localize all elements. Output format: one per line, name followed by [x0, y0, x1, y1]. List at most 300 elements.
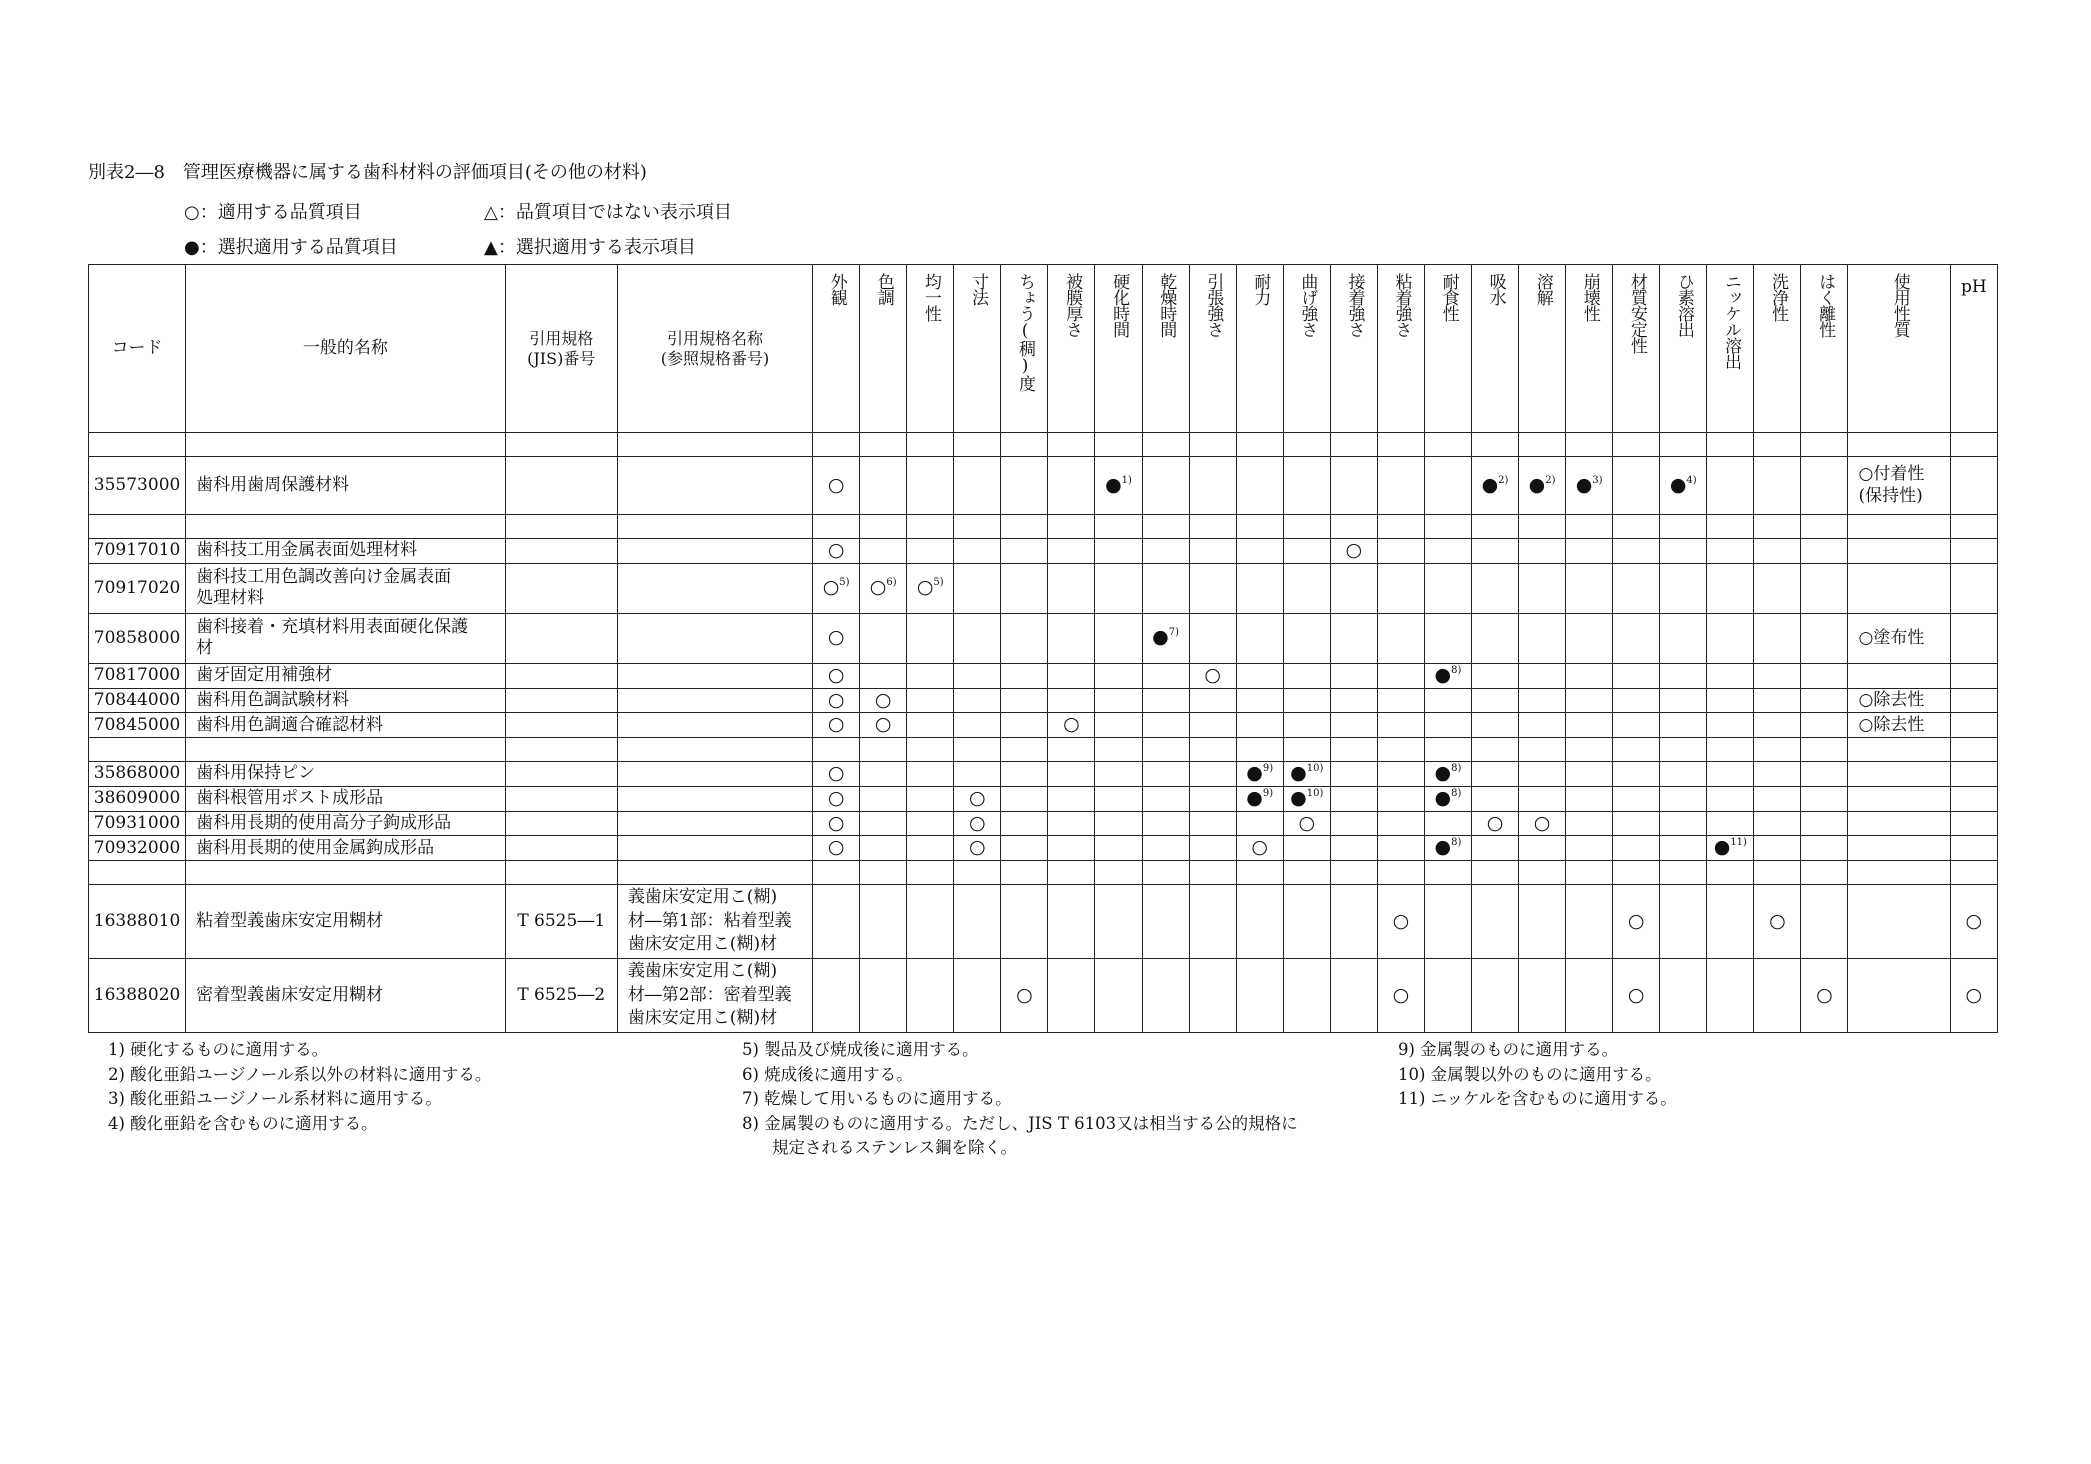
row-jis-no: T 6525―1 — [505, 885, 617, 959]
item-cell — [907, 713, 954, 738]
item-cell — [1236, 539, 1283, 564]
row-name — [186, 836, 506, 861]
spacer-cell — [813, 738, 860, 762]
spacer-cell — [1707, 861, 1754, 885]
item-cell — [1283, 811, 1330, 836]
row-usage — [1848, 539, 1950, 564]
row-ph — [1950, 688, 1997, 713]
spacer-cell — [1950, 738, 1997, 762]
row-ph — [1950, 663, 1997, 688]
row-jis-name — [617, 786, 812, 811]
item-cell — [1330, 613, 1377, 663]
item-cell — [1801, 885, 1848, 959]
header-jis-name-line: (参照規格番号) — [660, 348, 770, 368]
item-cell — [1471, 457, 1518, 515]
spacer-cell — [1283, 861, 1330, 885]
row-jis-no — [505, 836, 617, 861]
item-cell — [1519, 539, 1566, 564]
spacer-cell — [1471, 738, 1518, 762]
circle-mark: ○ — [827, 626, 845, 649]
spacer-cell — [1283, 515, 1330, 539]
circle-mark: ○ — [1816, 983, 1833, 1006]
item-cell — [1660, 613, 1707, 663]
spacer-cell — [186, 861, 506, 885]
header-item — [1566, 265, 1613, 433]
filled-circle-mark: ● — [1434, 786, 1452, 809]
item-cell — [1142, 885, 1189, 959]
circle-mark: ○ — [874, 713, 892, 736]
circle-mark: ○ — [827, 786, 845, 809]
footnote-ref: 11) — [1730, 837, 1747, 849]
row-usage — [1848, 885, 1950, 959]
circle-mark: ○ — [1627, 983, 1645, 1006]
item-cell — [1001, 688, 1048, 713]
item-cell — [954, 959, 1001, 1033]
item-cell — [860, 713, 907, 738]
item-cell — [1189, 663, 1236, 688]
filled-circle-mark: ● — [1713, 836, 1731, 859]
item-cell — [1801, 688, 1848, 713]
item-cell — [1095, 786, 1142, 811]
item-cell — [1142, 613, 1189, 663]
spacer-cell — [1236, 738, 1283, 762]
item-cell — [1142, 688, 1189, 713]
spacer-cell — [1613, 433, 1660, 457]
item-cell — [1566, 613, 1613, 663]
item-cell — [813, 762, 860, 787]
row-jis-name-line: 材―第1部：粘着型義 — [627, 910, 792, 931]
item-cell — [860, 663, 907, 688]
item-cell — [1566, 539, 1613, 564]
header-item — [1660, 265, 1707, 433]
item-cell — [1048, 688, 1095, 713]
header-item-label: はく離性 — [1815, 273, 1836, 337]
spacer-cell — [907, 433, 954, 457]
row-name-line: 歯科用保持ピン — [196, 763, 316, 784]
header-item-label: 吸水 — [1485, 273, 1506, 305]
spacer-cell — [1424, 861, 1471, 885]
spacer-cell — [1848, 738, 1950, 762]
item-cell — [907, 688, 954, 713]
row-name-line: 粘着型義歯床安定用糊材 — [196, 910, 384, 931]
spacer-cell — [89, 515, 186, 539]
spacer-cell — [1660, 433, 1707, 457]
item-cell — [1330, 563, 1377, 613]
footnote-ref: 6) — [886, 577, 897, 589]
item-cell — [954, 762, 1001, 787]
circle-mark: ○ — [827, 688, 845, 711]
item-cell — [1471, 811, 1518, 836]
circle-mark: ○ — [1965, 983, 1983, 1006]
row-usage — [1848, 563, 1950, 613]
item-cell — [1613, 762, 1660, 787]
row-jis-no — [505, 613, 617, 663]
row-name-line: 歯科用長期的使用金属鉤成形品 — [196, 837, 435, 858]
spacer-cell — [1236, 861, 1283, 885]
row-name-line: 材 — [196, 638, 214, 659]
item-cell — [1236, 836, 1283, 861]
item-cell — [1048, 836, 1095, 861]
item-cell — [813, 959, 860, 1033]
item-cell — [1142, 811, 1189, 836]
spacer-cell — [186, 738, 506, 762]
item-cell — [1189, 457, 1236, 515]
table-row — [89, 663, 1998, 688]
footnote: 2) 酸化亜鉛ユージノール系以外の材料に適用する。 — [108, 1064, 492, 1084]
item-cell — [907, 959, 954, 1033]
circle-mark: ○ — [1392, 983, 1410, 1006]
item-cell — [1424, 786, 1471, 811]
row-jis-name — [617, 811, 812, 836]
item-cell — [907, 836, 954, 861]
item-cell — [1801, 457, 1848, 515]
spacer-cell — [860, 738, 907, 762]
item-cell — [1754, 786, 1801, 811]
item-cell — [907, 762, 954, 787]
spacer-cell — [1801, 515, 1848, 539]
legend-filled-circle: ●：選択適用する品質項目 — [184, 237, 398, 258]
item-cell — [1613, 663, 1660, 688]
filled-circle-mark: ● — [1528, 473, 1546, 496]
item-cell — [1754, 613, 1801, 663]
row-jis-name — [617, 959, 812, 1033]
row-jis-no — [505, 786, 617, 811]
spacer-cell — [1001, 861, 1048, 885]
spacer-cell — [505, 861, 617, 885]
header-item-label: 均一性 — [920, 273, 941, 321]
footnote: 規定されるステンレス鋼を除く。 — [772, 1138, 1018, 1157]
item-cell — [1283, 762, 1330, 787]
header-item — [1801, 265, 1848, 433]
item-cell — [1095, 613, 1142, 663]
footnote-ref: 8) — [1451, 837, 1462, 849]
spacer-cell — [1950, 515, 1997, 539]
row-name-line: 歯科用歯周保護材料 — [196, 474, 350, 495]
item-cell — [1660, 713, 1707, 738]
item-cell — [1236, 613, 1283, 663]
circle-mark: ○ — [822, 576, 840, 599]
row-name-line: 密着型義歯床安定用糊材 — [196, 984, 384, 1005]
footnote-ref: 1) — [1121, 474, 1132, 486]
item-cell — [1613, 688, 1660, 713]
footnote: 11) ニッケルを含むものに適用する。 — [1398, 1089, 1677, 1108]
item-cell — [954, 688, 1001, 713]
item-cell — [1707, 762, 1754, 787]
item-cell — [1424, 563, 1471, 613]
item-cell — [1330, 713, 1377, 738]
item-cell — [860, 613, 907, 663]
header-item — [1707, 265, 1754, 433]
row-jis-no — [505, 811, 617, 836]
item-cell — [813, 613, 860, 663]
row-name-line: 歯科用長期的使用高分子鉤成形品 — [196, 812, 452, 833]
item-cell — [1283, 836, 1330, 861]
item-cell — [1660, 688, 1707, 713]
circle-mark: ○ — [1769, 909, 1786, 932]
item-cell — [1236, 811, 1283, 836]
item-cell — [860, 836, 907, 861]
header-item — [1189, 265, 1236, 433]
filled-circle-mark: ● — [1434, 762, 1452, 784]
item-cell — [1801, 663, 1848, 688]
row-usage — [1848, 786, 1950, 811]
footnote-ref: 8) — [1451, 787, 1462, 799]
item-cell — [1283, 885, 1330, 959]
item-cell — [813, 539, 860, 564]
spacer-cell — [1613, 861, 1660, 885]
item-cell — [1566, 688, 1613, 713]
spacer-cell — [1660, 738, 1707, 762]
item-cell — [907, 457, 954, 515]
header-item — [954, 265, 1001, 433]
table-row — [89, 762, 1998, 787]
spacer-cell — [1189, 515, 1236, 539]
row-code: 70817000 — [89, 663, 186, 688]
spacer-cell — [1519, 433, 1566, 457]
footnote-ref: 7) — [1168, 627, 1179, 639]
page-title: 別表2―8 管理医療機器に属する歯科材料の評価項目(その他の材料) — [88, 162, 647, 183]
item-cell — [1330, 836, 1377, 861]
item-cell — [1283, 786, 1330, 811]
spacer-cell — [1519, 738, 1566, 762]
header-item-label: 耐食性 — [1438, 273, 1459, 321]
item-cell — [1660, 762, 1707, 787]
circle-mark: ○ — [1965, 909, 1983, 932]
footnote: 8) 金属製のものに適用する。ただし、JIS T 6103又は相当する公的規格に — [742, 1113, 1298, 1133]
item-cell — [1566, 811, 1613, 836]
item-cell — [1377, 539, 1424, 564]
circle-mark: ○ — [827, 663, 845, 686]
spacer-cell — [1471, 433, 1518, 457]
header-item-label: 洗浄性 — [1768, 273, 1789, 321]
row-ph — [1950, 613, 1997, 663]
item-cell — [1283, 663, 1330, 688]
spacer-cell — [1471, 515, 1518, 539]
item-cell — [1095, 762, 1142, 787]
row-usage — [1848, 663, 1950, 688]
header-item-label: 耐力 — [1250, 273, 1271, 305]
row-code: 70931000 — [89, 811, 186, 836]
item-cell — [1519, 563, 1566, 613]
item-cell — [1095, 959, 1142, 1033]
spacer-cell — [1236, 515, 1283, 539]
item-cell — [1236, 563, 1283, 613]
header-item — [1330, 265, 1377, 433]
spacer-cell — [1660, 515, 1707, 539]
item-cell — [1001, 713, 1048, 738]
spacer-cell — [1950, 433, 1997, 457]
row-jis-name-line: 義歯床安定用こ(糊) — [627, 886, 778, 907]
item-cell — [1377, 713, 1424, 738]
spacer-cell — [1095, 738, 1142, 762]
circle-mark: ○ — [874, 688, 892, 711]
item-cell — [954, 811, 1001, 836]
item-cell — [1001, 663, 1048, 688]
header-item — [1001, 265, 1048, 433]
item-cell — [1001, 959, 1048, 1033]
item-cell — [1471, 688, 1518, 713]
item-cell — [860, 959, 907, 1033]
row-jis-name — [617, 885, 812, 959]
circle-mark: ○ — [1016, 983, 1033, 1006]
item-cell — [1566, 836, 1613, 861]
spacer-cell — [89, 433, 186, 457]
item-cell — [813, 688, 860, 713]
header-item-label: 色調 — [873, 273, 894, 305]
row-name — [186, 539, 506, 564]
item-cell — [1189, 688, 1236, 713]
spacer-cell — [505, 433, 617, 457]
header-item-label: 曲げ強さ — [1297, 273, 1318, 337]
circle-mark: ○ — [1063, 713, 1080, 736]
item-cell — [1424, 959, 1471, 1033]
spacer-cell — [907, 738, 954, 762]
spacer-cell — [1283, 433, 1330, 457]
item-cell — [1754, 811, 1801, 836]
spacer-row — [89, 433, 1998, 457]
item-cell — [907, 885, 954, 959]
footnote-ref: 4) — [1686, 474, 1697, 486]
item-cell — [1236, 457, 1283, 515]
spacer-cell — [1848, 861, 1950, 885]
spacer-cell — [1754, 861, 1801, 885]
item-cell — [1330, 663, 1377, 688]
item-cell — [1377, 457, 1424, 515]
spacer-cell — [860, 515, 907, 539]
footnote-ref: 10) — [1306, 787, 1324, 799]
item-cell — [1283, 613, 1330, 663]
item-cell — [1754, 959, 1801, 1033]
item-cell — [1189, 563, 1236, 613]
item-cell — [1660, 786, 1707, 811]
row-name — [186, 713, 506, 738]
spacer-cell — [860, 861, 907, 885]
spacer-cell — [1095, 433, 1142, 457]
row-code: 38609000 — [89, 786, 186, 811]
item-cell — [1377, 688, 1424, 713]
item-cell — [1001, 836, 1048, 861]
item-cell — [1001, 539, 1048, 564]
circle-mark: ○ — [1533, 811, 1551, 834]
row-name — [186, 885, 506, 959]
item-cell — [860, 688, 907, 713]
item-cell — [1519, 457, 1566, 515]
header-item — [860, 265, 907, 433]
item-cell — [1660, 811, 1707, 836]
item-cell — [1095, 663, 1142, 688]
table-row — [89, 688, 1998, 713]
item-cell — [907, 786, 954, 811]
row-usage-line: ○除去性 — [1858, 714, 1925, 735]
item-cell — [1519, 836, 1566, 861]
header-usage-label: 使用性質 — [1889, 273, 1910, 337]
row-ph — [1950, 563, 1997, 613]
circle-mark: ○ — [1251, 836, 1268, 859]
spacer-cell — [1566, 861, 1613, 885]
item-cell — [1707, 811, 1754, 836]
item-cell — [1236, 762, 1283, 787]
header-item-label: 溶解 — [1532, 273, 1553, 305]
row-code: 70932000 — [89, 836, 186, 861]
item-cell — [860, 539, 907, 564]
item-cell — [1189, 836, 1236, 861]
item-cell — [1424, 539, 1471, 564]
item-cell — [1095, 539, 1142, 564]
circle-mark: ○ — [969, 811, 986, 834]
item-cell — [907, 563, 954, 613]
item-cell — [813, 811, 860, 836]
item-cell — [1330, 959, 1377, 1033]
item-cell — [860, 885, 907, 959]
spacer-cell — [186, 515, 506, 539]
item-cell — [1377, 613, 1424, 663]
item-cell — [1189, 786, 1236, 811]
item-cell — [1001, 786, 1048, 811]
item-cell — [954, 457, 1001, 515]
row-code: 70917010 — [89, 539, 186, 564]
row-jis-no — [505, 688, 617, 713]
row-code: 70845000 — [89, 713, 186, 738]
item-cell — [1471, 539, 1518, 564]
notes-col-2 — [742, 1038, 1298, 1161]
header-item — [1519, 265, 1566, 433]
item-cell — [1236, 786, 1283, 811]
item-cell — [1424, 713, 1471, 738]
spacer-cell — [1707, 433, 1754, 457]
item-cell — [1424, 457, 1471, 515]
spacer-cell — [1848, 433, 1950, 457]
item-cell — [1801, 811, 1848, 836]
footnote: 5) 製品及び焼成後に適用する。 — [742, 1040, 979, 1059]
header-jis-name-line: 引用規格名称 — [666, 328, 763, 348]
header-item-label: 寸法 — [967, 273, 988, 305]
spacer-cell — [89, 738, 186, 762]
item-cell — [1377, 811, 1424, 836]
item-cell — [813, 786, 860, 811]
item-cell — [1566, 457, 1613, 515]
item-cell — [1801, 959, 1848, 1033]
spacer-cell — [1330, 861, 1377, 885]
circle-mark: ○ — [916, 576, 934, 599]
header-item-label: ニッケル溶出 — [1720, 273, 1741, 369]
row-name — [186, 457, 506, 515]
item-cell — [1142, 836, 1189, 861]
row-jis-name — [617, 836, 812, 861]
table-row — [89, 457, 1998, 515]
row-usage — [1848, 836, 1950, 861]
row-code: 70917020 — [89, 563, 186, 613]
spacer-cell — [1754, 515, 1801, 539]
spacer-cell — [860, 433, 907, 457]
spacer-cell — [617, 861, 812, 885]
item-cell — [1519, 713, 1566, 738]
item-cell — [1048, 786, 1095, 811]
header-item-label: 接着強さ — [1344, 273, 1365, 337]
header-item-label: ひ素溶出 — [1673, 273, 1694, 337]
item-cell — [1471, 563, 1518, 613]
item-cell — [860, 563, 907, 613]
item-cell — [1001, 457, 1048, 515]
circle-mark: ○ — [969, 836, 986, 859]
footnote-ref: 5) — [839, 577, 850, 589]
item-cell — [1095, 811, 1142, 836]
item-cell — [813, 457, 860, 515]
spacer-cell — [1660, 861, 1707, 885]
item-cell — [1660, 959, 1707, 1033]
item-cell — [907, 663, 954, 688]
row-jis-name — [617, 563, 812, 613]
item-cell — [1330, 762, 1377, 787]
